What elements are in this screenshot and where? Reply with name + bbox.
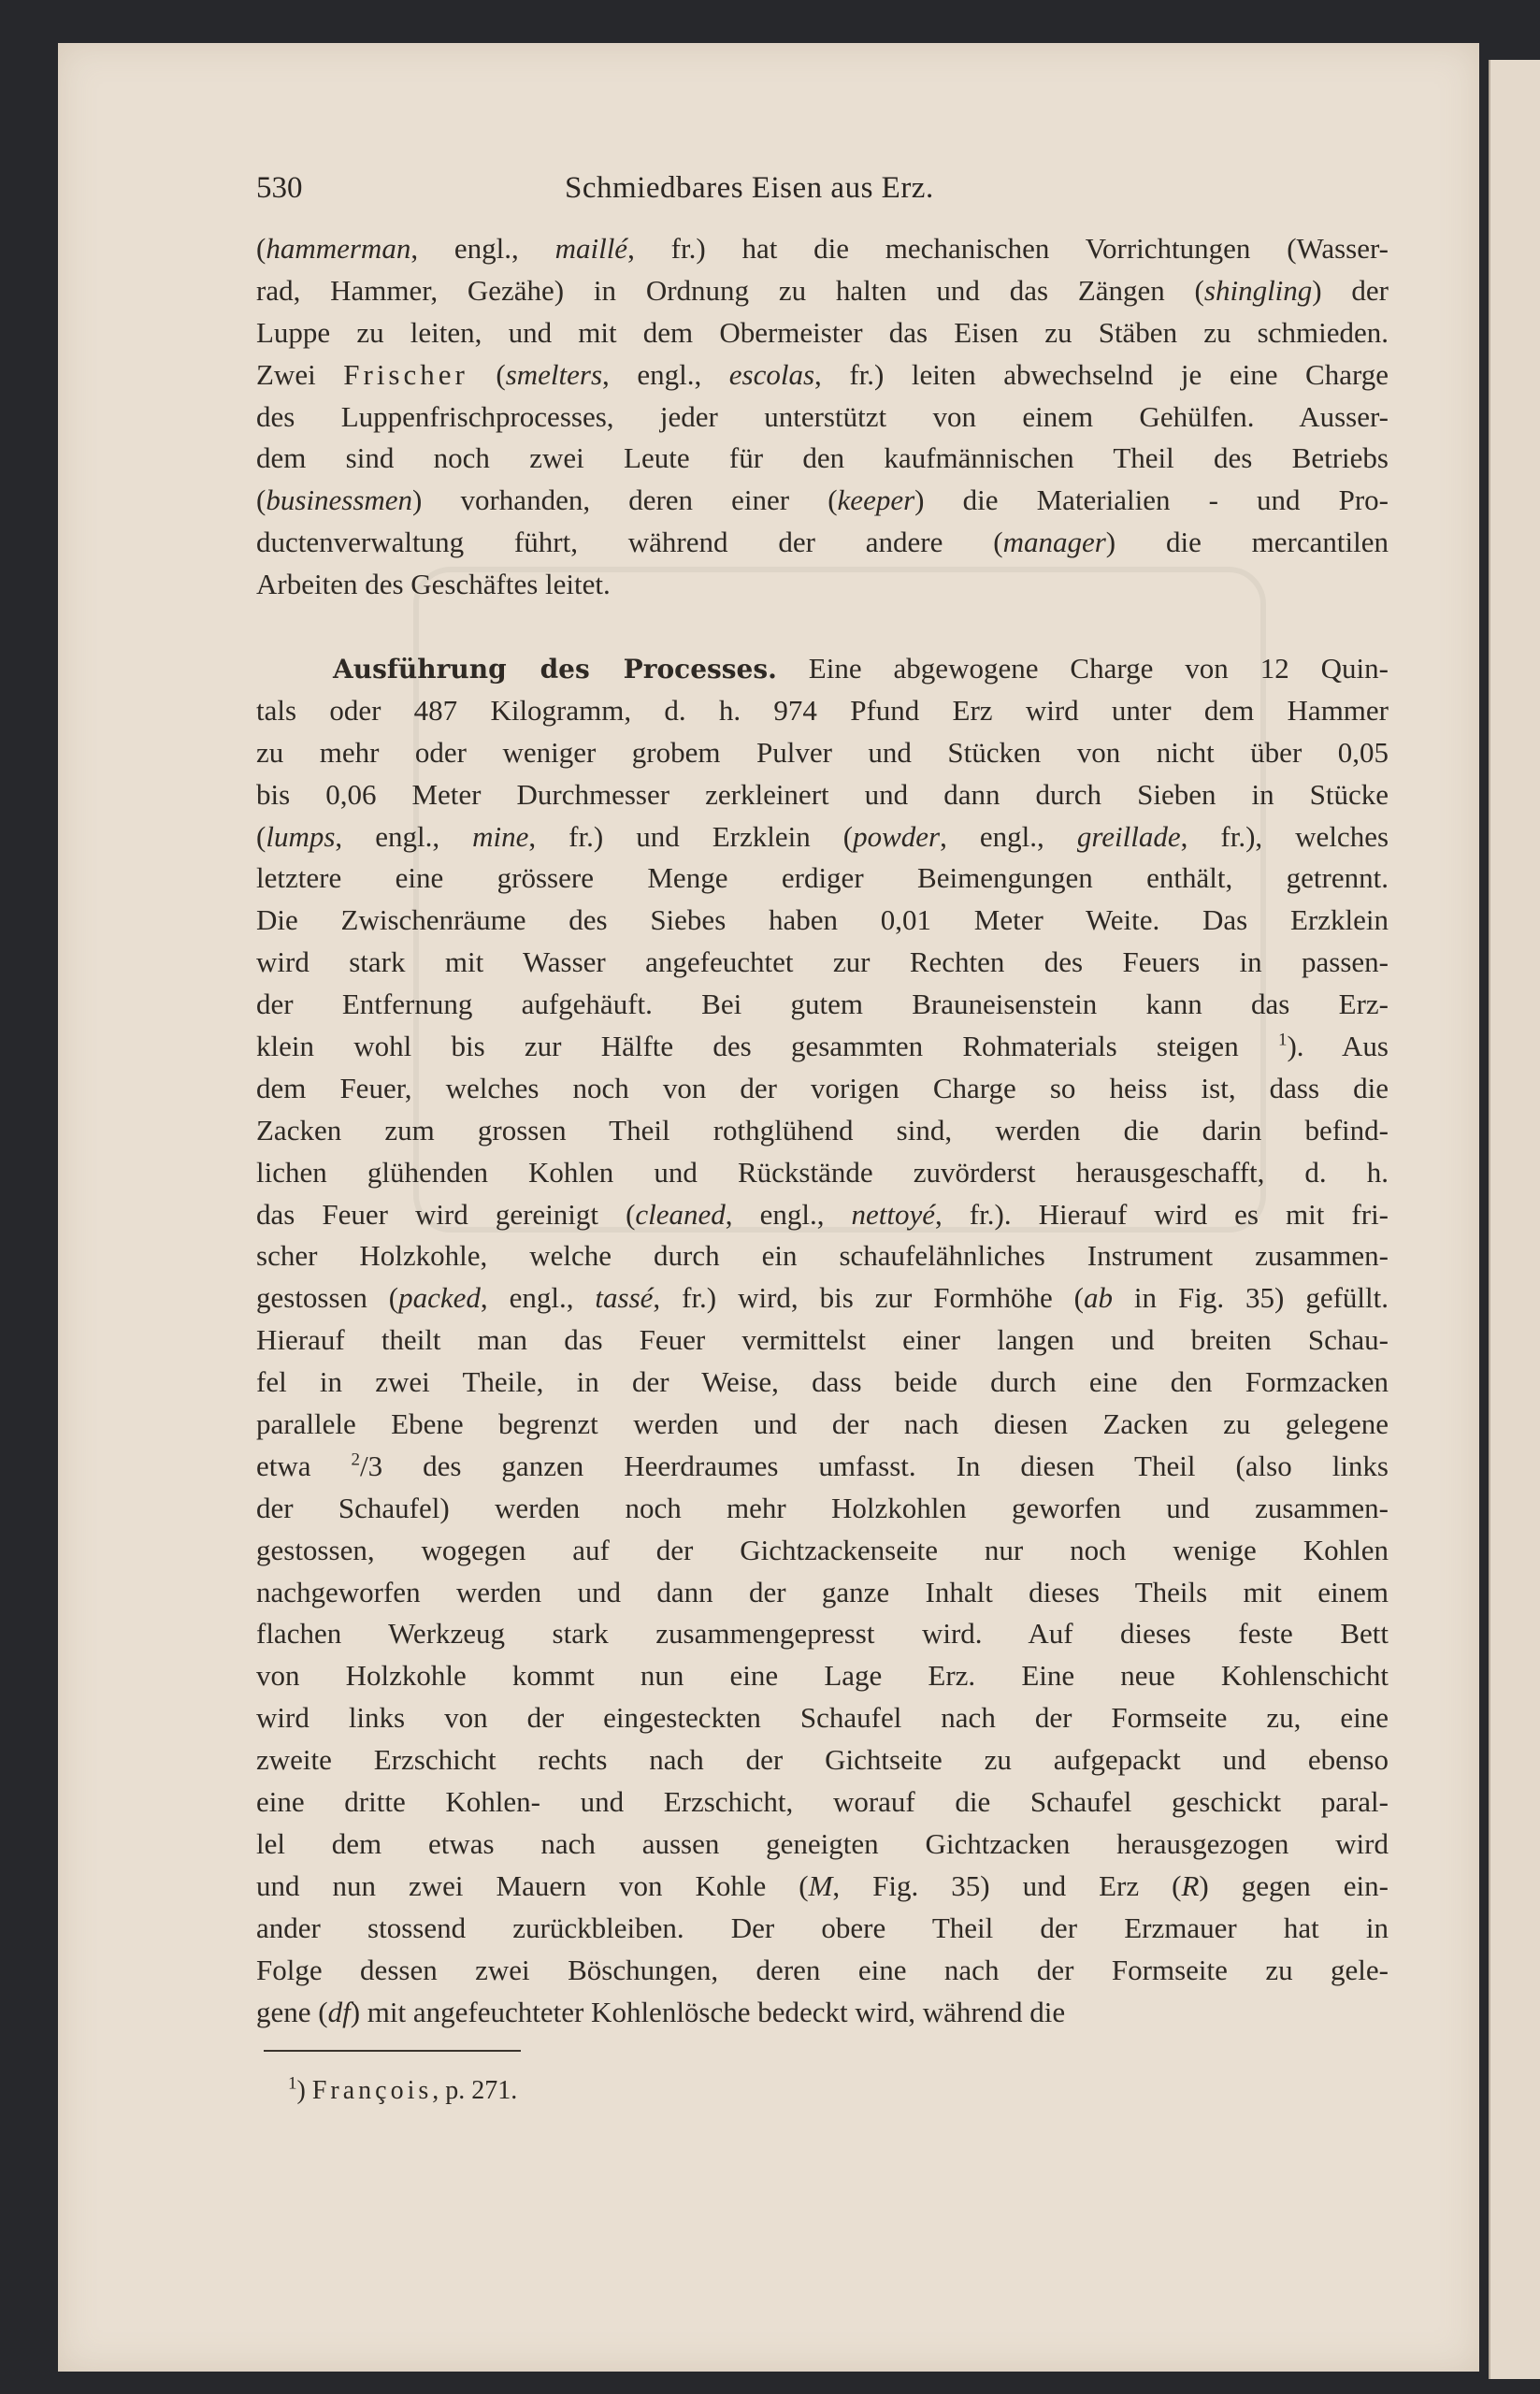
text-line: [256, 1697, 1389, 1739]
text-segment: ) die Materialien - und Pro-: [914, 483, 1389, 517]
text-segment: fel in zwei Theile, in der Weise, dass beide durch eine den Formzacken: [256, 1365, 1389, 1399]
text-segment: gestossen (: [256, 1281, 399, 1315]
text-segment: wird stark mit Wasser angefeuchtet zur Rechten des Feuers in passen-: [256, 945, 1389, 979]
text-line: [256, 1152, 1389, 1194]
text-segment: cleaned: [635, 1197, 726, 1231]
text-segment: , engl.,: [335, 819, 473, 853]
text-line: [256, 984, 1389, 1026]
text-line: [256, 1404, 1389, 1446]
adjacent-page-edge: [1489, 60, 1540, 2379]
text-line: [256, 1194, 1389, 1236]
text-line: [256, 1026, 1389, 1068]
text-segment: in Fig. 35) gefüllt.: [1112, 1281, 1389, 1315]
text-segment: , fr.) leiten abwechselnd je eine Charge: [814, 357, 1389, 391]
superscript: 2: [351, 1449, 361, 1470]
text-line: [256, 690, 1389, 732]
text-line: [256, 1908, 1389, 1950]
text-line: [256, 1781, 1389, 1824]
text-line: [256, 1068, 1389, 1110]
text-line: [256, 1824, 1389, 1866]
text-segment: letztere eine grössere Menge erdiger Beimengungen enthält, getrennt.: [256, 861, 1389, 895]
text-line: [256, 1446, 1389, 1488]
text-segment: businessmen: [266, 483, 413, 517]
paragraph-1: [256, 228, 1389, 606]
text-line: [256, 270, 1389, 312]
text-segment: shingling: [1203, 273, 1313, 307]
text-line: [256, 942, 1389, 984]
text-segment: tassé: [595, 1281, 654, 1315]
text-segment: das Feuer wird gereinigt (: [256, 1197, 636, 1231]
text-segment: ander stossend zurückbleiben. Der obere Theil der Erzmauer hat in: [256, 1911, 1389, 1944]
text-segment: (: [256, 232, 266, 265]
text-segment: , engl.,: [410, 232, 555, 265]
text-line: [256, 1613, 1389, 1655]
paragraph-2: [256, 648, 1389, 2033]
text-segment: wird links von der eingesteckten Schaufel nach der Formseite zu, eine: [256, 1701, 1389, 1735]
text-segment: Eine abgewogene Charge von 12 Quin-: [776, 652, 1389, 685]
text-line: [256, 354, 1389, 397]
text-line: [256, 1572, 1389, 1614]
text-line: [256, 397, 1389, 439]
text-line: [256, 1110, 1389, 1152]
text-line: [256, 732, 1389, 774]
text-segment: maillé: [554, 232, 628, 265]
text-segment: M: [808, 1868, 833, 1902]
text-segment: (: [256, 483, 266, 517]
text-segment: , engl.,: [940, 819, 1077, 853]
text-line: [256, 1320, 1389, 1362]
text-segment: ) der: [1312, 273, 1389, 307]
text-segment: /3 des ganzen Heerdraumes umfasst. In diesen Theil (also links: [360, 1449, 1389, 1482]
text-segment: Hierauf theilt man das Feuer vermittelst einer langen und breiten Schau-: [256, 1323, 1389, 1357]
text-segment: gene (: [256, 1995, 328, 2028]
text-segment: lichen glühenden Kohlen und Rückstände zuvörderst herausgeschafft, d. h.: [256, 1155, 1389, 1189]
text-segment: ab: [1083, 1281, 1113, 1315]
text-segment: dem sind noch zwei Leute für den kaufmännischen Theil des Betriebs: [256, 441, 1389, 475]
text-segment: von Holzkohle kommt nun eine Lage Erz. Eine neue Kohlenschicht: [256, 1659, 1389, 1693]
text-line: [256, 1866, 1389, 1908]
text-segment: (: [256, 819, 266, 853]
text-segment: Zwei: [256, 357, 344, 391]
text-segment: (: [468, 357, 506, 391]
text-line: [256, 1950, 1389, 1992]
text-segment: rad, Hammer, Gezähe) in Ordnung zu halten und das Zängen (: [256, 273, 1204, 307]
text-segment: Frischer: [343, 357, 468, 391]
text-segment: lumps: [266, 819, 336, 853]
text-line: [256, 816, 1389, 858]
text-segment: ) gegen ein-: [1199, 1868, 1389, 1902]
text-segment: des Luppenfrischprocesses, jeder unterstützt von einem Gehülfen. Ausser-: [256, 399, 1389, 433]
text-line: [256, 648, 1389, 690]
text-line: [256, 1739, 1389, 1781]
text-segment: der Entfernung aufgehäuft. Bei gutem Brauneisenstein kann das Erz-: [256, 988, 1389, 1021]
text-line: [256, 1655, 1389, 1697]
text-line: [256, 228, 1389, 270]
text-segment: nachgeworfen werden und dann der ganze Inhalt dieses Theils mit einem: [256, 1575, 1389, 1608]
text-line: [256, 900, 1389, 942]
text-line: [256, 1362, 1389, 1404]
text-segment: escolas: [728, 357, 815, 391]
text-segment: flachen Werkzeug stark zusammengepresst wird. Auf dieses feste Bett: [256, 1617, 1389, 1651]
text-line: [256, 564, 1389, 606]
text-segment: ) die mercantilen: [1105, 526, 1389, 559]
text-segment: gestossen, wogegen auf der Gichtzackenseite nur noch wenige Kohlen: [256, 1533, 1389, 1566]
text-line: [256, 858, 1389, 900]
text-line: [256, 522, 1389, 564]
text-segment: lel dem etwas nach aussen geneigten Gichtzacken herausgezogen wird: [256, 1826, 1389, 1860]
text-segment: , Fig. 35) und Erz (: [832, 1868, 1182, 1902]
text-segment: , fr.) und Erzklein (: [528, 819, 854, 853]
text-segment: scher Holzkohle, welche durch ein schaufelähnliches Instrument zusammen-: [256, 1239, 1389, 1273]
text-segment: , fr.) wird, bis zur Formhöhe (: [653, 1281, 1084, 1315]
text-line: [256, 774, 1389, 816]
text-line: [256, 1530, 1389, 1572]
footnote-marker: 1: [288, 2073, 297, 2094]
text-segment: , engl.,: [725, 1197, 852, 1231]
text-segment: greillade: [1076, 819, 1181, 853]
section-heading: Ausführung des Processes.: [333, 654, 777, 685]
text-line: [256, 1235, 1389, 1277]
text-segment: ). Aus: [1287, 1030, 1389, 1063]
text-segment: parallele Ebene begrenzt werden und der nach diesen Zacken zu gelegene: [256, 1407, 1389, 1441]
text-segment: Die Zwischenräume des Siebes haben 0,01 Meter Weite. Das Erzklein: [256, 903, 1389, 937]
text-segment: tals oder 487 Kilogramm, d. h. 974 Pfund Erz wird unter dem Hammer: [256, 693, 1389, 727]
running-title: Schmiedbares Eisen aus Erz.: [565, 171, 934, 205]
text-segment: ) mit angefeuchteter Kohlenlösche bedeckt wird, während die: [350, 1995, 1066, 2028]
footnote-divider: [264, 2050, 521, 2052]
text-line: [256, 1488, 1389, 1530]
text-segment: klein wohl bis zur Hälfte des gesammten Rohmaterials steigen: [256, 1030, 1278, 1063]
text-segment: der Schaufel) werden noch mehr Holzkohlen geworfen und zusammen-: [256, 1491, 1389, 1524]
text-segment: , engl.,: [602, 357, 729, 391]
text-segment: keeper: [837, 483, 915, 517]
text-segment: packed: [398, 1281, 481, 1315]
text-line: [256, 438, 1389, 480]
text-segment: Arbeiten des Geschäftes leitet.: [256, 568, 611, 601]
text-segment: zweite Erzschicht rechts nach der Gichtseite zu aufgepackt und ebenso: [256, 1743, 1389, 1777]
text-segment: mine: [472, 819, 529, 853]
text-segment: ductenverwaltung führt, während der andere (: [256, 526, 1003, 559]
text-segment: zu mehr oder weniger grobem Pulver und Stücken von nicht über 0,05: [256, 735, 1389, 769]
text-segment: nettoyé: [851, 1197, 936, 1231]
text-segment: Luppe zu leiten, und mit dem Obermeister das Eisen zu Stäben zu schmieden.: [256, 315, 1389, 349]
text-segment: smelters: [505, 357, 603, 391]
text-segment: hammerman: [266, 232, 411, 265]
text-segment: R: [1181, 1868, 1200, 1902]
text-segment: Folge dessen zwei Böschungen, deren eine nach der Formseite zu gele-: [256, 1953, 1389, 1986]
text-segment: , engl.,: [480, 1281, 596, 1315]
page-number: 530: [256, 171, 303, 205]
superscript: 1: [1277, 1030, 1288, 1050]
text-line: [256, 312, 1389, 354]
text-segment: bis 0,06 Meter Durchmesser zerkleinert und dann durch Sieben in Stücke: [256, 777, 1389, 811]
text-segment: powder: [853, 819, 941, 853]
text-segment: df: [327, 1995, 351, 2028]
footnote-reference: , p. 271.: [432, 2076, 518, 2105]
text-segment: , fr.), welches: [1180, 819, 1389, 853]
text-segment: Zacken zum grossen Theil rothglühend sind, werden die darin befind-: [256, 1113, 1389, 1147]
text-line: [256, 480, 1389, 522]
text-segment: eine dritte Kohlen- und Erzschicht, worauf die Schaufel geschickt paral-: [256, 1785, 1389, 1819]
text-line: [256, 1277, 1389, 1320]
footnote: $^1$) François, p. 271.: [288, 2073, 518, 2105]
text-segment: manager: [1002, 526, 1106, 559]
text-segment: etwa: [256, 1449, 352, 1482]
text-segment: , fr.). Hierauf wird es mit fri-: [935, 1197, 1389, 1231]
text-segment: und nun zwei Mauern von Kohle (: [256, 1868, 809, 1902]
text-segment: , fr.) hat die mechanischen Vorrichtungen (Wasser-: [627, 232, 1389, 265]
footnote-author: François: [311, 2076, 433, 2105]
text-segment: ) vorhanden, deren einer (: [412, 483, 838, 517]
text-line: [256, 1992, 1389, 2034]
text-segment: dem Feuer, welches noch von der vorigen Charge so heiss ist, dass die: [256, 1071, 1389, 1104]
